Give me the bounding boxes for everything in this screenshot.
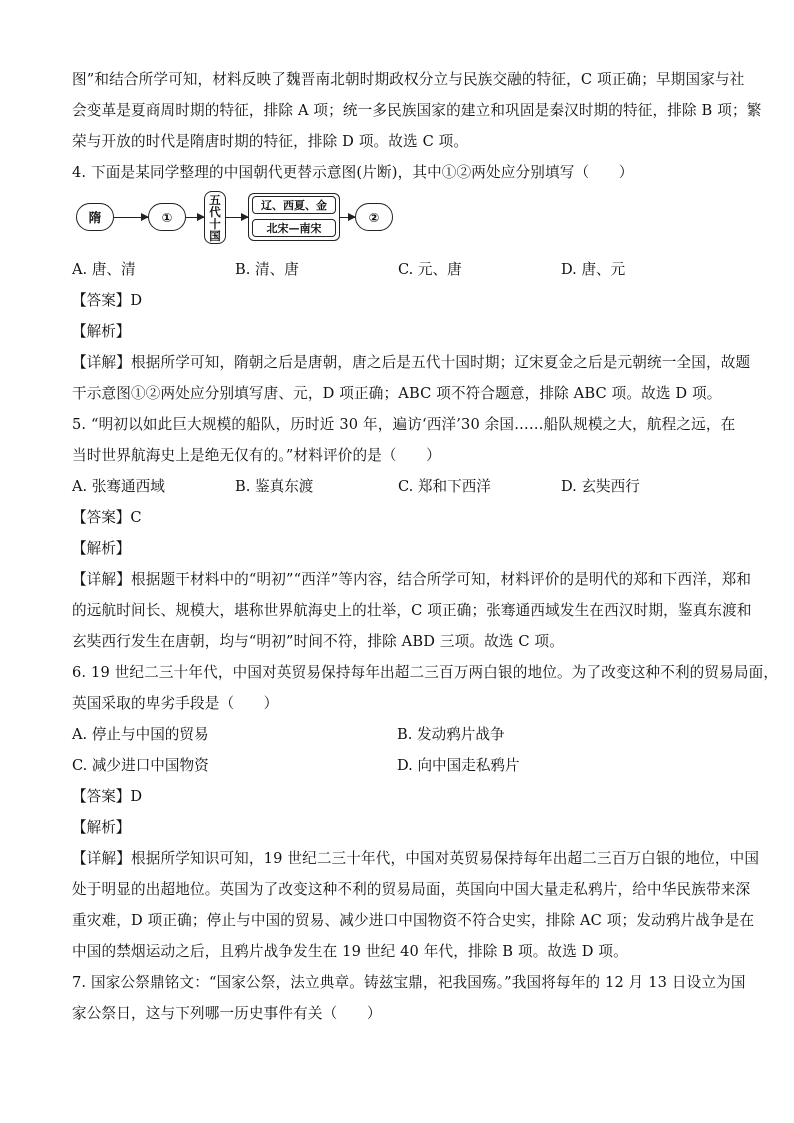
question-6-options-row1 (72, 719, 724, 750)
option-c: C. 减少进口中国物资 (72, 757, 209, 774)
question-5-stem: 当时世界航海史上是绝无仅有的。”材料评价的是（ ） (72, 447, 441, 464)
question-4-options (72, 254, 724, 285)
question-6-stem: 6. 19 世纪二三十年代，中国对英贸易保持每年出超二三百万两白银的地位。为了改变这种不利的贸易局面， (72, 664, 779, 681)
detail-line: 玄奘西行发生在唐朝，均与“明初”时间不符，排除 ABD 三项。故选 C 项。 (72, 633, 564, 650)
option-b: B. 发动鸦片战争 (397, 726, 505, 743)
option-d: D. 唐、元 (561, 261, 626, 278)
detail-line: 【详解】根据所学可知，隋朝之后是唐朝，唐之后是五代十国时期；辽宋夏金之后是元朝统一全国，故题 (72, 354, 751, 371)
option-c: C. 郑和下西洋 (398, 478, 491, 495)
arrow-icon (340, 217, 355, 218)
wudai-char: 十 (209, 216, 221, 231)
option-a: A. 停止与中国的贸易 (72, 726, 209, 743)
question-6-stem: 英国采取的卑劣手段是（ ） (72, 695, 279, 712)
document-page (72, 64, 779, 1029)
detail-line: 的远航时间长、规模大，堪称世界航海史上的壮举，C 项正确；张骞通西域发生在西汉时期，鉴真东渡和 (72, 602, 752, 619)
option-b: B. 鉴真东渡 (235, 478, 314, 495)
question-6-options-row2 (72, 750, 724, 781)
analysis-label: 【解析】 (72, 540, 131, 557)
node-blank-2: ② (355, 203, 393, 231)
node-sui: 隋 (76, 203, 114, 231)
dynasty-diagram (72, 190, 724, 250)
question-5-stem: 5. “明初以如此巨大规模的船队，历时近 30 年，遍访‘西洋’30 余国……船队规模之大，航程之远，在 (72, 416, 736, 433)
answer-label: 【答案】D (72, 788, 143, 805)
question-7-stem: 7. 国家公祭鼎铭文：“国家公祭，法立典章。铸兹宝鼎，祀我国殇。”我国将每年的 12 月 13 日设立为国 (72, 974, 746, 991)
option-c: C. 元、唐 (398, 261, 462, 278)
text-line: 荣与开放的时代是隋唐时期的特征，排除 D 项。故选 C 项。 (72, 133, 469, 150)
node-liao-xixia-jin: 辽、西夏、金 (252, 196, 336, 214)
option-d: D. 向中国走私鸦片 (397, 757, 520, 774)
arrow-icon (226, 217, 248, 218)
arrow-icon (186, 217, 204, 218)
question-7-stem: 家公祭日，这与下列哪一历史事件有关（ ） (72, 1005, 382, 1022)
answer-label: 【答案】D (72, 292, 143, 309)
text-line: 图”和结合所学可知，材料反映了魏晋南北朝时期政权分立与民族交融的特征，C 项正确；早期国家与社 (72, 71, 745, 88)
arrow-icon (114, 217, 148, 218)
wudai-char: 代 (209, 204, 221, 219)
option-a: A. 唐、清 (72, 261, 136, 278)
text-line: 会变革是夏商周时期的特征，排除 A 项；统一多民族国家的建立和巩固是秦汉时期的特征，排除 B 项；繁 (72, 102, 762, 119)
node-beisong-nansong: 北宋—南宋 (252, 219, 336, 237)
option-b: B. 清、唐 (235, 261, 299, 278)
node-wudai-shiguo (204, 191, 226, 244)
question-5-options (72, 471, 724, 502)
detail-line: 【详解】根据所学知识可知，19 世纪二三十年代，中国对英贸易保持每年出超二三百万白银的地位，中国 (72, 850, 760, 867)
detail-line: 重灾难，D 项正确；停止与中国的贸易、减少进口中国物资不符合史实，排除 AC 项；发动鸦片战争是在 (72, 912, 755, 929)
detail-line: 干示意图①②两处应分别填写唐、元，D 项正确；ABC 项不符合题意，排除 ABC 项。故选 D 项。 (72, 385, 722, 402)
question-4-stem: 4. 下面是某同学整理的中国朝代更替示意图(片断)，其中①②两处应分别填写（ ） (72, 164, 634, 181)
option-d: D. 玄奘西行 (561, 478, 640, 495)
detail-line: 处于明显的出超地位。英国为了改变这种不利的贸易局面，英国向中国大量走私鸦片，给中华民族带来深 (72, 881, 751, 898)
wudai-char: 国 (209, 228, 221, 243)
wudai-char: 五 (209, 192, 221, 207)
answer-label: 【答案】C (72, 509, 142, 526)
node-blank-1: ① (148, 203, 186, 231)
detail-line: 中国的禁烟运动之后，且鸦片战争发生在 19 世纪 40 年代，排除 B 项。故选 D 项。 (72, 943, 628, 960)
detail-line: 【详解】根据题干材料中的“明初”“西洋”等内容，结合所学可知，材料评价的是明代的郑和下西洋，郑和 (72, 571, 752, 588)
analysis-label: 【解析】 (72, 819, 131, 836)
analysis-label: 【解析】 (72, 323, 131, 340)
option-a: A. 张骞通西域 (72, 478, 165, 495)
